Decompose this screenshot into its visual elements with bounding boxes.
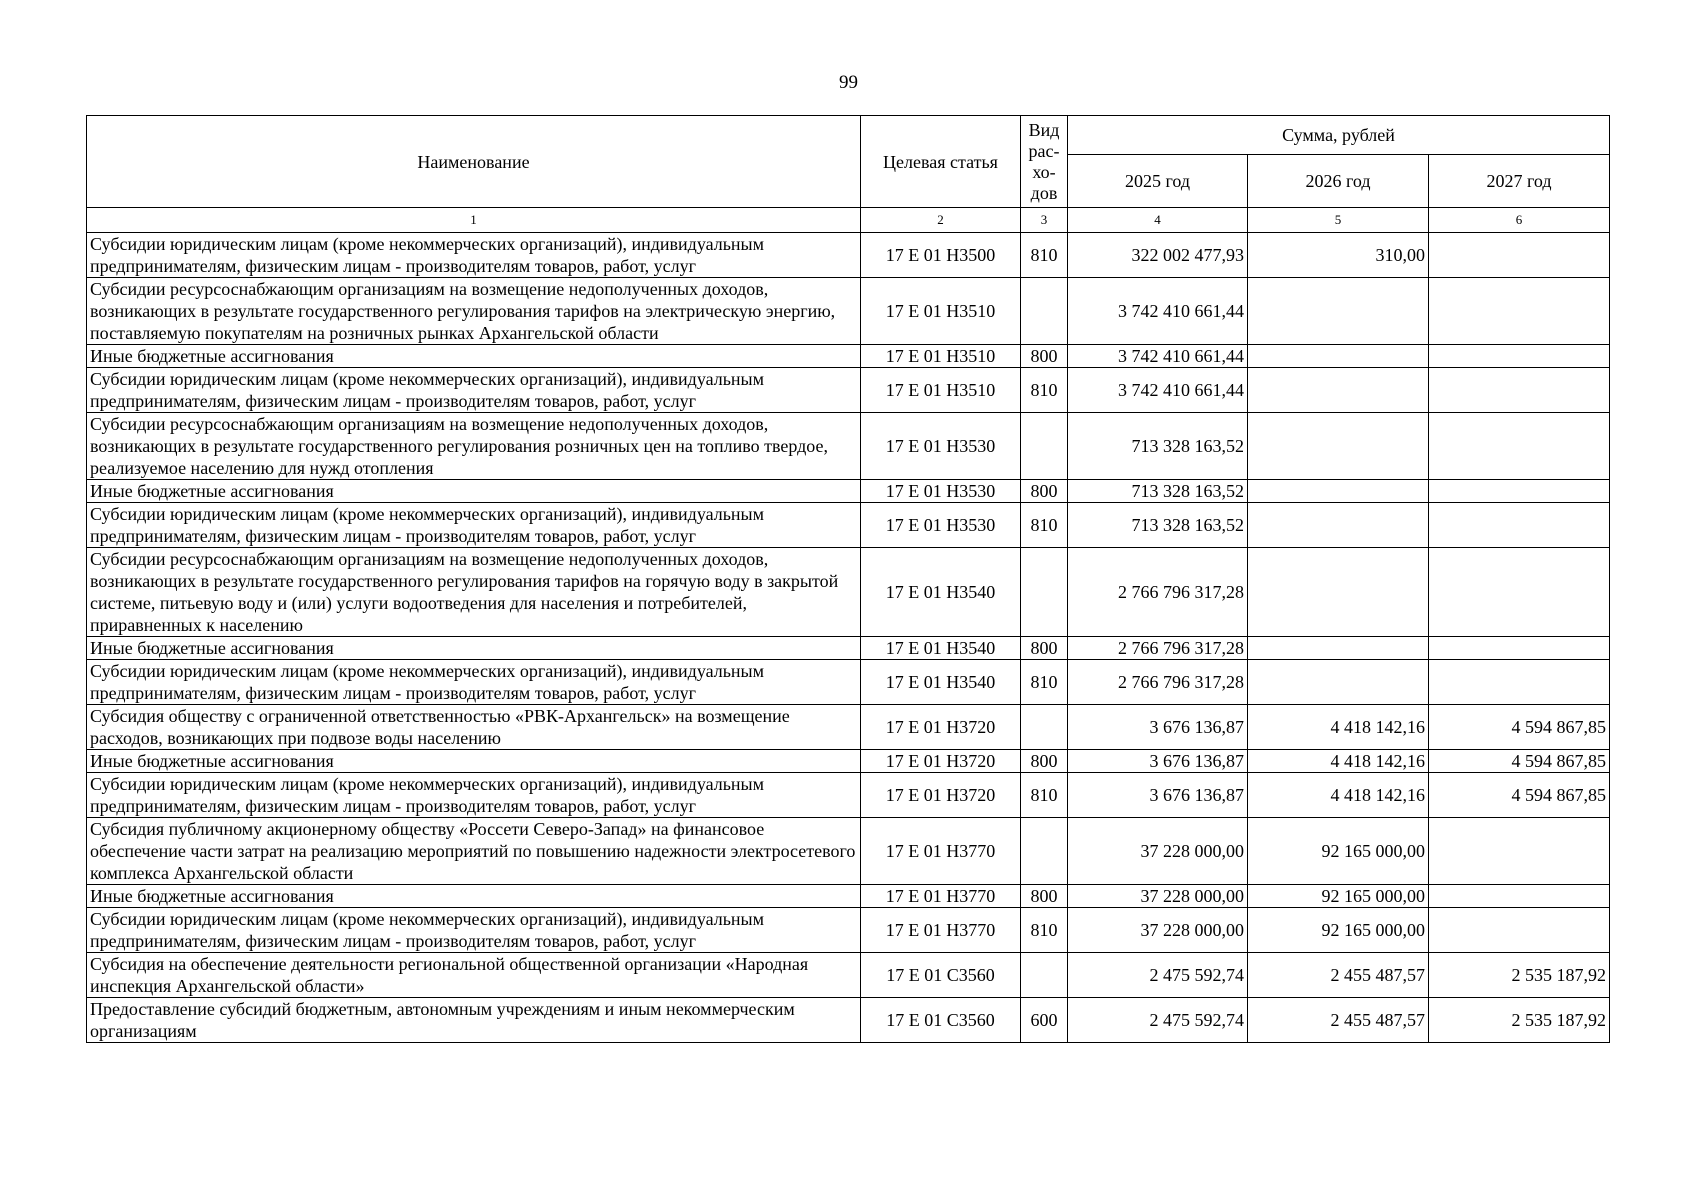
row-expense-type: 600 xyxy=(1021,998,1068,1043)
row-amount-2027 xyxy=(1429,278,1610,345)
page-number: 99 xyxy=(839,72,858,93)
table-row xyxy=(87,233,1610,278)
row-amount-2027: 2 535 187,92 xyxy=(1429,953,1610,998)
row-amount-2026: 4 418 142,16 xyxy=(1248,705,1429,750)
table-row xyxy=(87,413,1610,480)
row-amount-2026 xyxy=(1248,368,1429,413)
row-amount-2026: 310,00 xyxy=(1248,233,1429,278)
row-amount-2025: 3 676 136,87 xyxy=(1068,705,1248,750)
row-target-article: 17 Е 01 Н3770 xyxy=(861,818,1021,885)
row-name: Иные бюджетные ассигнования xyxy=(87,345,861,368)
row-name: Субсидии юридическим лицам (кроме некоммерческих организаций), индивидуальным предпринимателям, физическим лицам - производителям товаров, работ, услуг xyxy=(87,368,861,413)
row-target-article: 17 Е 01 Н3770 xyxy=(861,908,1021,953)
row-amount-2026 xyxy=(1248,480,1429,503)
table-row xyxy=(87,660,1610,705)
row-amount-2025: 2 766 796 317,28 xyxy=(1068,548,1248,637)
row-amount-2025: 713 328 163,52 xyxy=(1068,503,1248,548)
row-amount-2027 xyxy=(1429,548,1610,637)
row-expense-type xyxy=(1021,413,1068,480)
row-expense-type: 810 xyxy=(1021,503,1068,548)
row-amount-2025: 3 742 410 661,44 xyxy=(1068,368,1248,413)
row-amount-2026: 4 418 142,16 xyxy=(1248,773,1429,818)
table-row xyxy=(87,637,1610,660)
row-amount-2025: 2 475 592,74 xyxy=(1068,953,1248,998)
header-year-2026: 2026 год xyxy=(1248,155,1429,208)
row-amount-2025: 713 328 163,52 xyxy=(1068,413,1248,480)
row-amount-2026 xyxy=(1248,345,1429,368)
row-name: Субсидия на обеспечение деятельности региональной общественной организации «Народная инспекция Архангельской области» xyxy=(87,953,861,998)
row-amount-2025: 3 676 136,87 xyxy=(1068,773,1248,818)
column-number: 1 xyxy=(87,208,861,233)
row-amount-2027: 4 594 867,85 xyxy=(1429,773,1610,818)
row-target-article: 17 Е 01 Н3510 xyxy=(861,368,1021,413)
table-row xyxy=(87,278,1610,345)
row-expense-type: 810 xyxy=(1021,233,1068,278)
row-amount-2026: 4 418 142,16 xyxy=(1248,750,1429,773)
row-name: Иные бюджетные ассигнования xyxy=(87,637,861,660)
row-amount-2025: 2 766 796 317,28 xyxy=(1068,660,1248,705)
row-target-article: 17 Е 01 Н3530 xyxy=(861,480,1021,503)
row-amount-2026: 92 165 000,00 xyxy=(1248,818,1429,885)
header-sum: Сумма, рублей xyxy=(1068,116,1610,155)
row-amount-2026 xyxy=(1248,548,1429,637)
table-row xyxy=(87,750,1610,773)
row-target-article: 17 Е 01 Н3500 xyxy=(861,233,1021,278)
row-target-article: 17 Е 01 Н3720 xyxy=(861,750,1021,773)
row-amount-2026: 92 165 000,00 xyxy=(1248,908,1429,953)
row-amount-2027: 4 594 867,85 xyxy=(1429,705,1610,750)
table-header xyxy=(87,116,1610,233)
row-expense-type xyxy=(1021,278,1068,345)
header-name: Наименование xyxy=(87,116,861,208)
table-row xyxy=(87,345,1610,368)
table-row xyxy=(87,908,1610,953)
row-name: Предоставление субсидий бюджетным, автономным учреждениям и иным некоммерческим организациям xyxy=(87,998,861,1043)
row-name: Субсидии юридическим лицам (кроме некоммерческих организаций), индивидуальным предпринимателям, физическим лицам - производителям товаров, работ, услуг xyxy=(87,503,861,548)
header-year-2025: 2025 год xyxy=(1068,155,1248,208)
row-target-article: 17 Е 01 Н3530 xyxy=(861,413,1021,480)
row-amount-2027 xyxy=(1429,908,1610,953)
row-amount-2025: 37 228 000,00 xyxy=(1068,885,1248,908)
row-amount-2026 xyxy=(1248,660,1429,705)
table-body xyxy=(87,233,1610,1043)
table-row xyxy=(87,773,1610,818)
row-target-article: 17 Е 01 Н3720 xyxy=(861,773,1021,818)
table-row xyxy=(87,480,1610,503)
row-expense-type: 810 xyxy=(1021,368,1068,413)
row-expense-type: 800 xyxy=(1021,885,1068,908)
row-amount-2027 xyxy=(1429,637,1610,660)
row-expense-type: 800 xyxy=(1021,637,1068,660)
column-number: 6 xyxy=(1429,208,1610,233)
row-amount-2027: 2 535 187,92 xyxy=(1429,998,1610,1043)
row-name: Субсидия публичному акционерному обществу «Россети Северо-Запад» на финансовое обеспечение части затрат на реализацию мероприятий по повышению надежности электросетевого комплекса Архангельской области xyxy=(87,818,861,885)
row-amount-2025: 322 002 477,93 xyxy=(1068,233,1248,278)
row-expense-type: 810 xyxy=(1021,908,1068,953)
row-amount-2027 xyxy=(1429,503,1610,548)
row-target-article: 17 Е 01 Н3530 xyxy=(861,503,1021,548)
row-expense-type: 800 xyxy=(1021,345,1068,368)
row-amount-2027 xyxy=(1429,345,1610,368)
column-number: 3 xyxy=(1021,208,1068,233)
row-name: Субсидии юридическим лицам (кроме некоммерческих организаций), индивидуальным предпринимателям, физическим лицам - производителям товаров, работ, услуг xyxy=(87,233,861,278)
row-name: Иные бюджетные ассигнования xyxy=(87,480,861,503)
header-year-2027: 2027 год xyxy=(1429,155,1610,208)
row-amount-2025: 2 475 592,74 xyxy=(1068,998,1248,1043)
row-target-article: 17 Е 01 Н3720 xyxy=(861,705,1021,750)
row-amount-2026: 2 455 487,57 xyxy=(1248,998,1429,1043)
row-amount-2025: 2 766 796 317,28 xyxy=(1068,637,1248,660)
table-row xyxy=(87,503,1610,548)
table-row xyxy=(87,368,1610,413)
column-number: 5 xyxy=(1248,208,1429,233)
budget-table xyxy=(86,115,1610,1043)
row-amount-2025: 37 228 000,00 xyxy=(1068,908,1248,953)
row-expense-type xyxy=(1021,953,1068,998)
row-amount-2025: 3 742 410 661,44 xyxy=(1068,278,1248,345)
row-expense-type: 810 xyxy=(1021,660,1068,705)
row-name: Субсидии юридическим лицам (кроме некоммерческих организаций), индивидуальным предпринимателям, физическим лицам - производителям товаров, работ, услуг xyxy=(87,908,861,953)
row-amount-2025: 37 228 000,00 xyxy=(1068,818,1248,885)
row-amount-2027 xyxy=(1429,660,1610,705)
row-amount-2026 xyxy=(1248,637,1429,660)
row-amount-2026 xyxy=(1248,413,1429,480)
column-number: 4 xyxy=(1068,208,1248,233)
row-name: Субсидии ресурсоснабжающим организациям на возмещение недополученных доходов, возникающих в результате государственного регулирования тарифов на электрическую энергию, поставляемую покупателям на розничных рынках Архангельской области xyxy=(87,278,861,345)
row-name: Субсидии юридическим лицам (кроме некоммерческих организаций), индивидуальным предпринимателям, физическим лицам - производителям товаров, работ, услуг xyxy=(87,660,861,705)
row-amount-2027 xyxy=(1429,885,1610,908)
row-amount-2026: 92 165 000,00 xyxy=(1248,885,1429,908)
row-expense-type: 810 xyxy=(1021,773,1068,818)
row-target-article: 17 Е 01 С3560 xyxy=(861,998,1021,1043)
header-target-article: Целевая статья xyxy=(861,116,1021,208)
row-expense-type xyxy=(1021,818,1068,885)
row-target-article: 17 Е 01 Н3540 xyxy=(861,548,1021,637)
row-amount-2027 xyxy=(1429,233,1610,278)
row-target-article: 17 Е 01 Н3510 xyxy=(861,345,1021,368)
row-amount-2025: 713 328 163,52 xyxy=(1068,480,1248,503)
row-target-article: 17 Е 01 Н3540 xyxy=(861,660,1021,705)
row-expense-type xyxy=(1021,705,1068,750)
table-row xyxy=(87,818,1610,885)
row-target-article: 17 Е 01 С3560 xyxy=(861,953,1021,998)
row-amount-2027 xyxy=(1429,368,1610,413)
row-expense-type xyxy=(1021,548,1068,637)
table-row xyxy=(87,998,1610,1043)
table-row xyxy=(87,885,1610,908)
row-name: Иные бюджетные ассигнования xyxy=(87,885,861,908)
row-name: Субсидии ресурсоснабжающим организациям на возмещение недополученных доходов, возникающих в результате государственного регулирования розничных цен на топливо твердое, реализуемое населению для нужд отопления xyxy=(87,413,861,480)
row-amount-2026 xyxy=(1248,278,1429,345)
row-target-article: 17 Е 01 Н3540 xyxy=(861,637,1021,660)
row-amount-2026: 2 455 487,57 xyxy=(1248,953,1429,998)
row-amount-2025: 3 676 136,87 xyxy=(1068,750,1248,773)
row-amount-2027: 4 594 867,85 xyxy=(1429,750,1610,773)
row-expense-type: 800 xyxy=(1021,480,1068,503)
row-name: Субсидии юридическим лицам (кроме некоммерческих организаций), индивидуальным предпринимателям, физическим лицам - производителям товаров, работ, услуг xyxy=(87,773,861,818)
table-row xyxy=(87,548,1610,637)
column-numbers-row xyxy=(87,208,1610,233)
table-row xyxy=(87,953,1610,998)
row-name: Иные бюджетные ассигнования xyxy=(87,750,861,773)
row-amount-2027 xyxy=(1429,480,1610,503)
row-name: Субсидии ресурсоснабжающим организациям на возмещение недополученных доходов, возникающих в результате государственного регулирования тарифов на горячую воду в закрытой системе, питьевую воду и (или) услуги водоотведения для населения и потребителей, приравненных к населению xyxy=(87,548,861,637)
row-expense-type: 800 xyxy=(1021,750,1068,773)
row-name: Субсидия обществу с ограниченной ответственностью «РВК-Архангельск» на возмещение расходов, возникающих при подвозе воды населению xyxy=(87,705,861,750)
row-amount-2027 xyxy=(1429,413,1610,480)
row-amount-2025: 3 742 410 661,44 xyxy=(1068,345,1248,368)
row-amount-2026 xyxy=(1248,503,1429,548)
row-amount-2027 xyxy=(1429,818,1610,885)
row-target-article: 17 Е 01 Н3510 xyxy=(861,278,1021,345)
table-row xyxy=(87,705,1610,750)
column-number: 2 xyxy=(861,208,1021,233)
header-expense-type: Вид рас-хо-дов xyxy=(1021,116,1068,208)
row-target-article: 17 Е 01 Н3770 xyxy=(861,885,1021,908)
